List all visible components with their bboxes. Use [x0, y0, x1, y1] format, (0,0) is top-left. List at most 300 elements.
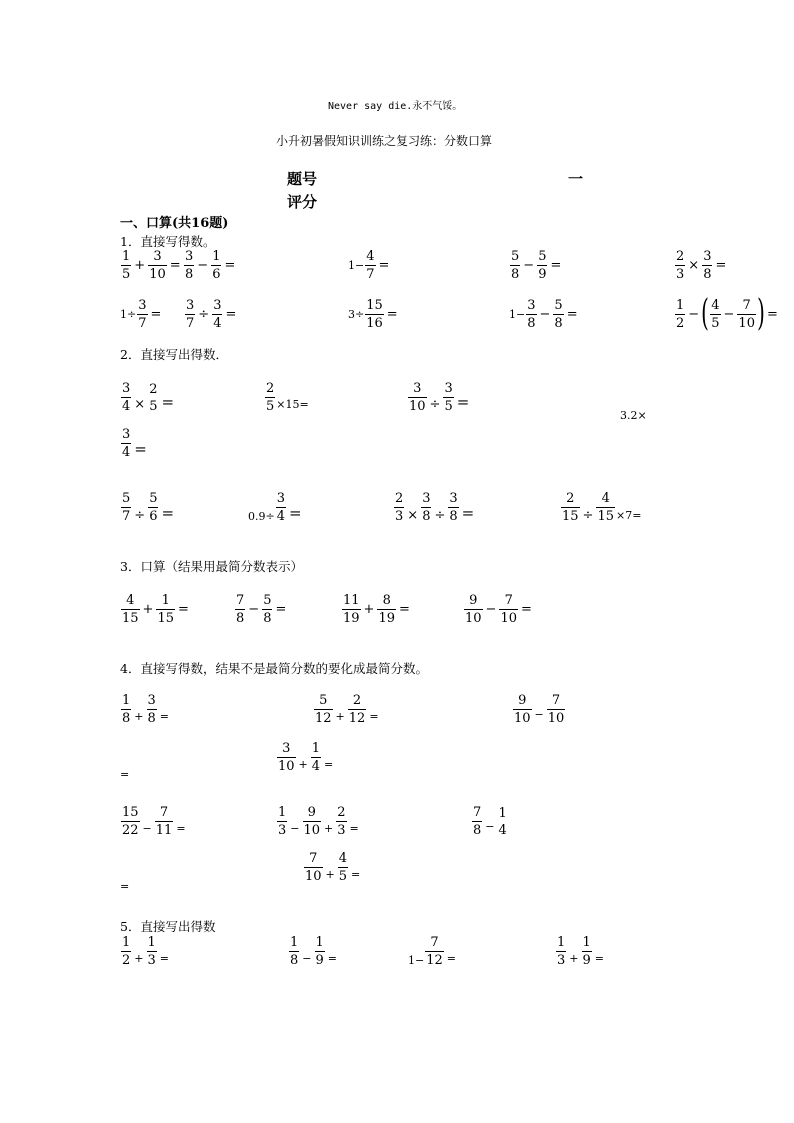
q3-expr-4 [463, 594, 534, 625]
fraction-denominator: 9 [315, 953, 324, 968]
fraction [148, 492, 158, 523]
fraction-denominator: 12 [348, 711, 366, 726]
fraction-numerator: 2 [266, 381, 275, 396]
q5-expr-2 [288, 936, 339, 967]
fraction [498, 807, 508, 837]
fraction-denominator: 8 [554, 316, 563, 331]
fraction-numerator: 5 [149, 491, 158, 506]
math-operator: + [142, 602, 154, 617]
fraction-denominator: 7 [122, 509, 131, 524]
math-operator: − [290, 822, 300, 835]
fraction-denominator: 8 [527, 316, 536, 331]
question-1-label: 1．直接写得数。 [120, 234, 216, 249]
math-operator: ÷ [434, 508, 446, 523]
fraction [526, 299, 536, 330]
fraction [342, 594, 361, 625]
fraction-numerator: 1 [676, 297, 685, 313]
q4-expr-7-equals: = [120, 880, 130, 893]
q4-expr-1 [120, 694, 171, 725]
math-operator: = [178, 602, 189, 617]
question-2-label: 2．直接写出得数． [120, 347, 228, 362]
q3-expr-2 [234, 594, 288, 625]
fraction-denominator: 10 [305, 869, 322, 884]
math-operator: = [327, 952, 337, 965]
fraction-numerator: 3 [527, 298, 536, 313]
q2-expr-8 [560, 492, 641, 523]
math-operator: + [134, 952, 144, 965]
fraction-denominator: 3 [337, 823, 346, 838]
fraction-denominator: 8 [703, 267, 712, 282]
fraction-denominator: 5 [711, 315, 720, 331]
math-operator: + [134, 258, 146, 273]
fraction-denominator: 16 [366, 316, 383, 331]
fraction-numerator: 8 [382, 593, 391, 608]
q2-expr-5 [120, 492, 176, 523]
page-header-motto: Never say die.永不气馁。 [328, 101, 463, 112]
fraction [121, 492, 131, 523]
fraction [148, 383, 158, 413]
q4-expr-6 [276, 806, 361, 837]
math-operator: × [134, 397, 146, 412]
fraction-denominator: 3 [395, 509, 404, 524]
math-operator: = [461, 504, 475, 522]
fraction [365, 250, 375, 281]
math-operator: − [534, 708, 544, 721]
fraction-numerator: 2 [566, 491, 575, 506]
fraction-numerator: 2 [395, 491, 404, 506]
fraction-numerator: 5 [554, 298, 563, 313]
fraction-numerator: 2 [337, 805, 346, 820]
fraction-numerator: 3 [276, 491, 285, 506]
fraction-denominator: 6 [149, 509, 158, 524]
fraction-numerator: 4 [366, 249, 375, 264]
fraction-denominator: 12 [315, 711, 332, 726]
fraction [443, 382, 453, 413]
fraction [675, 299, 685, 330]
fraction-denominator: 3 [557, 953, 566, 968]
fraction [121, 806, 140, 837]
fraction-denominator: 19 [343, 611, 360, 626]
fraction-denominator: 10 [547, 711, 565, 726]
fraction [513, 694, 532, 725]
fraction-numerator: 5 [538, 249, 547, 264]
fraction [147, 694, 157, 725]
fraction-denominator: 8 [473, 823, 482, 838]
fraction-denominator: 4 [213, 316, 222, 331]
fraction [121, 936, 131, 967]
fraction-denominator: 3 [147, 953, 156, 968]
fraction [315, 936, 325, 967]
math-operator: − [688, 306, 700, 322]
fraction-denominator: 15 [157, 611, 174, 626]
fraction [121, 594, 140, 625]
fraction-denominator: 8 [290, 953, 299, 968]
fraction-denominator: 7 [138, 316, 147, 331]
fraction-numerator: 9 [469, 593, 478, 608]
fraction-numerator: 1 [147, 935, 156, 950]
math-operator: − [723, 306, 735, 322]
fraction [338, 852, 348, 883]
fraction [553, 299, 563, 330]
fraction [365, 299, 384, 330]
fraction-denominator: 7 [366, 267, 375, 282]
fraction [561, 492, 580, 523]
fraction-denominator: 8 [263, 611, 272, 626]
fraction-numerator: 4 [338, 851, 348, 866]
fraction [235, 594, 245, 625]
fraction [156, 594, 175, 625]
question-3-label: 3．口算（结果用最简分数表示） [120, 559, 303, 574]
math-operator: + [298, 758, 308, 771]
math-operator: − [485, 820, 495, 833]
math-operator: ×15= [276, 398, 309, 411]
fraction-denominator: 22 [122, 823, 139, 838]
fraction [277, 742, 296, 773]
fraction [277, 806, 287, 837]
math-operator: = [399, 602, 410, 617]
score-table-label-number: 题号 [287, 170, 318, 188]
q2-expr-1 [120, 382, 176, 413]
math-operator: 0.9÷ [248, 510, 275, 523]
fraction [537, 250, 547, 281]
q4-expr-5 [120, 806, 188, 837]
fraction [311, 742, 321, 773]
fraction-denominator: 10 [465, 611, 482, 626]
fraction [547, 694, 566, 725]
fraction-numerator: 7 [473, 805, 482, 820]
fraction [155, 806, 174, 837]
q4-expr-2 [313, 694, 381, 725]
q1-expr-1 [120, 250, 183, 281]
fraction-numerator: 1 [557, 935, 566, 950]
q4-expr-8 [303, 852, 362, 883]
q2-expr-7 [393, 492, 476, 523]
math-operator: ×7= [616, 509, 642, 522]
fraction-numerator: 5 [511, 249, 520, 264]
fraction-numerator: 1 [290, 935, 299, 950]
fraction-denominator: 10 [278, 759, 295, 774]
fraction-denominator: 4 [122, 445, 131, 460]
fraction [421, 492, 431, 523]
fraction [336, 806, 346, 837]
fraction-numerator: 2 [149, 381, 158, 397]
fraction-denominator: 8 [147, 711, 156, 726]
math-operator: = [275, 602, 287, 617]
math-operator: = [289, 504, 302, 522]
fraction-numerator: 7 [159, 805, 169, 820]
fraction-denominator: 5 [444, 399, 453, 414]
q4-expr-3-equals: = [120, 768, 130, 781]
math-operator: = [159, 710, 169, 723]
math-operator: = [324, 758, 334, 771]
fraction-denominator: 3 [676, 267, 685, 282]
fraction-denominator: 8 [422, 509, 431, 524]
q4-expr-3 [512, 694, 566, 725]
fraction-numerator: 3 [413, 381, 422, 396]
fraction-denominator: 4 [276, 509, 285, 524]
fraction-denominator: 10 [409, 399, 426, 414]
q1-expr-9 [509, 299, 580, 330]
fraction-numerator: 3 [138, 298, 147, 313]
fraction [464, 594, 483, 625]
fraction-numerator: 1 [498, 805, 507, 821]
fraction-numerator: 3 [147, 693, 156, 708]
math-operator: + [134, 710, 144, 723]
fraction-numerator: 2 [676, 249, 685, 264]
math-operator: 1− [509, 308, 526, 321]
math-operator: = [715, 258, 727, 273]
fraction-numerator: 3 [185, 249, 194, 264]
fraction [304, 852, 323, 883]
q1-expr-5 [674, 250, 728, 281]
fraction-denominator: 8 [449, 509, 458, 524]
fraction-numerator: 3 [703, 249, 712, 264]
fraction-denominator: 3 [278, 823, 287, 838]
fraction [510, 250, 520, 281]
question-5-label: 5．直接写出得数 [120, 919, 216, 934]
fraction-denominator: 10 [738, 315, 755, 331]
math-operator: = [550, 258, 562, 273]
q1-expr-7 [184, 299, 238, 330]
q3-expr-3 [341, 594, 412, 625]
fraction-denominator: 12 [426, 953, 443, 968]
fraction-numerator: 5 [122, 491, 131, 506]
fraction-denominator: 2 [676, 315, 685, 331]
question-4-label: 4．直接写得数，结果不是最简分数的要化成最简分数。 [120, 661, 428, 676]
math-operator: = [161, 504, 175, 522]
math-operator: 1− [408, 954, 425, 967]
fraction-numerator: 1 [212, 249, 221, 264]
math-operator: = [456, 393, 470, 411]
fraction [314, 694, 333, 725]
math-operator: = [767, 306, 778, 322]
fraction-numerator: 11 [343, 593, 360, 608]
fraction-numerator: 1 [161, 593, 170, 608]
fraction [394, 492, 404, 523]
fraction-numerator: 3 [213, 298, 222, 313]
fraction-denominator: 8 [185, 267, 194, 282]
fraction [710, 299, 720, 330]
fraction-denominator: 8 [511, 267, 520, 282]
math-operator: ÷ [582, 508, 594, 523]
math-operator: 3÷ [348, 308, 365, 321]
q4-expr-4 [276, 742, 335, 773]
q1-expr-3 [348, 250, 391, 281]
math-operator: ÷ [429, 397, 441, 412]
fraction-numerator: 1 [278, 805, 287, 820]
fraction [184, 250, 194, 281]
fraction [425, 936, 444, 967]
fraction-numerator: 7 [430, 935, 439, 950]
math-operator: − [248, 602, 260, 617]
fraction-numerator: 5 [319, 693, 328, 708]
fraction-numerator: 7 [504, 593, 513, 608]
fraction-numerator: 1 [311, 741, 321, 756]
fraction-denominator: 11 [155, 823, 173, 838]
fraction [276, 492, 286, 523]
fraction [675, 250, 685, 281]
math-operator: + [569, 952, 579, 965]
fraction [211, 250, 221, 281]
fraction [348, 694, 367, 725]
math-operator: − [539, 307, 551, 322]
fraction [148, 250, 167, 281]
fraction [121, 428, 131, 459]
score-table-col-1: 一 [568, 170, 584, 188]
math-operator: = [161, 393, 175, 411]
q5-expr-3 [408, 936, 458, 967]
math-operator: × [407, 508, 419, 523]
math-operator: ÷ [134, 508, 146, 523]
fraction-denominator: 7 [186, 316, 195, 331]
fraction-numerator: 3 [282, 741, 291, 756]
fraction-denominator: 15 [122, 611, 139, 626]
fraction [121, 250, 131, 281]
fraction [262, 594, 272, 625]
fraction-numerator: 5 [263, 593, 272, 608]
fraction-denominator: 19 [378, 611, 395, 626]
math-operator: = [349, 822, 359, 835]
q2-expr-6 [248, 492, 304, 523]
fraction-denominator: 5 [266, 399, 275, 414]
q1-expr-4 [509, 250, 563, 281]
math-operator: ) [757, 293, 765, 334]
math-operator: − [485, 602, 497, 617]
math-operator: = [150, 307, 162, 322]
math-operator: = [446, 952, 456, 965]
fraction-denominator: 10 [514, 711, 531, 726]
math-operator: = [169, 258, 181, 273]
fraction-denominator: 4 [311, 759, 321, 774]
math-operator: = [176, 822, 186, 835]
math-operator: = [225, 307, 237, 322]
fraction [303, 806, 322, 837]
fraction-numerator: 1 [122, 935, 131, 950]
math-operator: = [369, 710, 379, 723]
q4-expr-7 [471, 806, 509, 837]
fraction-numerator: 1 [122, 249, 131, 264]
fraction-numerator: 7 [309, 851, 318, 866]
q1-expr-10 [674, 293, 780, 334]
math-operator: − [142, 822, 152, 835]
fraction [121, 694, 131, 725]
fraction [596, 492, 615, 523]
fraction-denominator: 8 [122, 711, 131, 726]
q2-expr-3 [407, 382, 471, 413]
fraction-numerator: 1 [122, 693, 131, 708]
q1-expr-2 [183, 250, 237, 281]
fraction-numerator: 3 [122, 427, 131, 442]
math-operator: = [224, 258, 236, 273]
math-operator: + [324, 822, 334, 835]
fraction-numerator: 3 [422, 491, 431, 506]
fraction-denominator: 10 [303, 823, 321, 838]
math-operator: × [688, 258, 700, 273]
math-operator: = [386, 307, 398, 322]
score-table-label-score: 评分 [287, 193, 318, 211]
math-operator: = [594, 952, 604, 965]
fraction-numerator: 2 [352, 693, 362, 708]
q2-expr-2 [264, 382, 309, 413]
math-operator: = [159, 952, 169, 965]
fraction-numerator: 3 [122, 381, 131, 396]
math-operator: = [378, 258, 390, 273]
fraction-denominator: 9 [582, 953, 591, 968]
q1-expr-6 [120, 299, 163, 330]
fraction-numerator: 1 [582, 935, 591, 950]
math-operator: + [325, 868, 335, 881]
math-operator: − [197, 258, 209, 273]
math-operator: 1− [348, 259, 365, 272]
q2-expr-4: 3.2× [620, 409, 647, 422]
math-operator: + [335, 710, 345, 723]
fraction-numerator: 3 [186, 298, 195, 313]
fraction [737, 299, 756, 330]
math-operator: − [523, 258, 535, 273]
fraction [556, 936, 566, 967]
fraction-numerator: 9 [307, 805, 316, 820]
q5-expr-4 [555, 936, 606, 967]
math-operator: ÷ [198, 307, 210, 322]
q5-expr-1 [120, 936, 171, 967]
math-operator: + [363, 602, 375, 617]
fraction-denominator: 5 [122, 267, 131, 282]
fraction-denominator: 2 [122, 953, 131, 968]
fraction-numerator: 4 [711, 297, 720, 313]
fraction-numerator: 9 [518, 693, 527, 708]
fraction [212, 299, 222, 330]
fraction-denominator: 10 [149, 267, 166, 282]
fraction-numerator: 15 [122, 805, 139, 820]
math-operator: 1÷ [120, 308, 137, 321]
fraction [265, 382, 275, 413]
fraction [582, 936, 592, 967]
fraction-denominator: 8 [236, 611, 245, 626]
fraction-numerator: 7 [551, 693, 561, 708]
fraction [408, 382, 427, 413]
q3-expr-1 [120, 594, 191, 625]
math-operator: = [134, 440, 147, 458]
fraction-denominator: 15 [597, 509, 614, 524]
math-operator: = [351, 868, 361, 881]
page-title: 小升初暑假知识训练之复习练：分数口算 [276, 134, 493, 148]
fraction-numerator: 3 [153, 249, 162, 264]
fraction-denominator: 5 [338, 869, 348, 884]
math-operator: = [566, 307, 578, 322]
fraction-denominator: 10 [500, 611, 517, 626]
fraction-numerator: 4 [601, 491, 610, 506]
fraction [702, 250, 712, 281]
fraction-denominator: 9 [538, 267, 547, 282]
fraction [289, 936, 299, 967]
fraction-numerator: 15 [366, 298, 383, 313]
fraction [472, 806, 482, 837]
section-heading: 一、口算(共16题) [120, 216, 229, 231]
fraction-denominator: 4 [122, 399, 131, 414]
fraction [448, 492, 458, 523]
fraction-numerator: 7 [236, 593, 245, 608]
fraction [147, 936, 157, 967]
fraction-denominator: 4 [498, 822, 507, 838]
fraction-numerator: 3 [444, 381, 453, 396]
fraction-numerator: 7 [742, 297, 751, 313]
math-operator: − [302, 952, 312, 965]
fraction [499, 594, 518, 625]
math-operator: ( [701, 293, 710, 334]
fraction-numerator: 1 [315, 935, 324, 950]
fraction [137, 299, 147, 330]
fraction [185, 299, 195, 330]
